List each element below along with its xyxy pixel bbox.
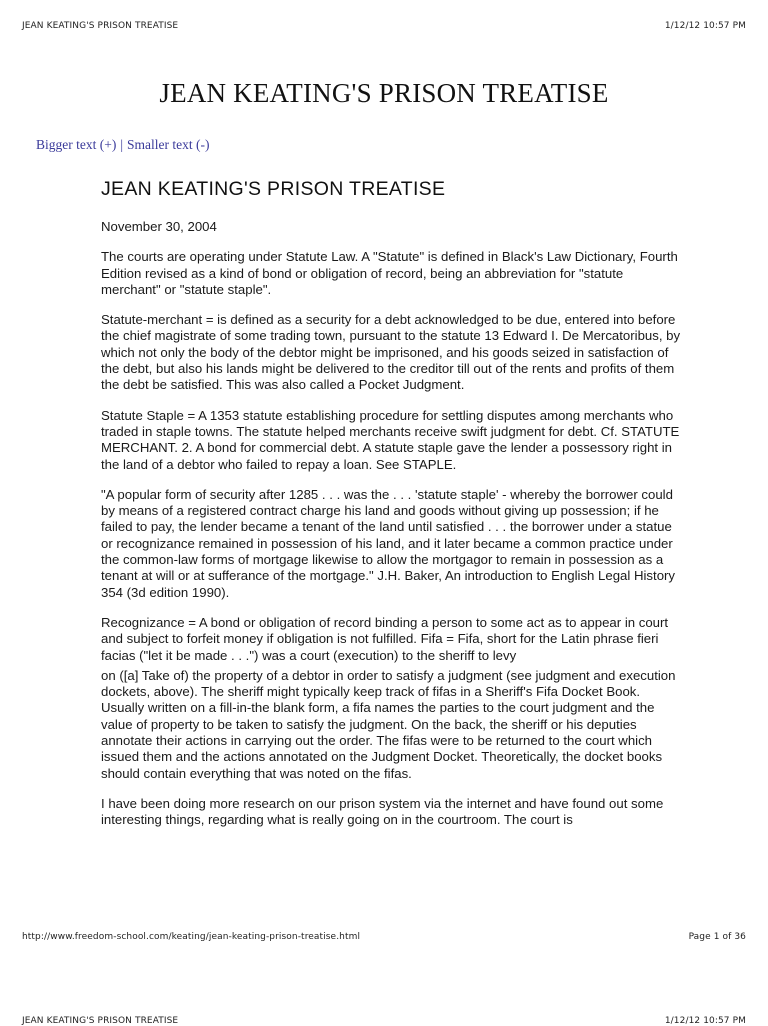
article-content <box>101 178 681 843</box>
smaller-text-link[interactable]: Smaller text (-) <box>127 137 210 152</box>
paragraph-baker-quote: "A popular form of security after 1285 . . . was the . . . 'statute staple' - whereby the borrower could by means of a registered contract charge his land and goods without giving up possession; if he failed to pay, the lender became a tenant of the land until satisfied . . . the borrower under a statue or recognizance remained in possession of his land, and it later became a common practice under the common-law forms of mortgage likewise to allow the mortgagor to remain in possession as a tenant at will or at sufferance of the mortgage." J.H. Baker, An introduction to English Legal History 354 (3d edition 1990). <box>101 486 676 600</box>
paragraph-statute-staple: Statute Staple = A 1353 statute establishing procedure for settling disputes among merchants who traded in staple towns. The statute helped merchants receive swift judgment for debt. Cf. STATUTE MERCHANT. 2. A bond for commercial debt. A statute staple gave the lender a possessory right in the land of a debtor who failed to repay a loan. See STAPLE. <box>101 407 680 472</box>
paragraph-statute-law: The courts are operating under Statute Law. A "Statute" is defined in Black's Law Dictionary, Fourth Edition revised as a kind of bond or obligation of record, being an abbreviation for "statute merchant" or "statute staple". <box>101 249 678 297</box>
print-header-next-title: JEAN KEATING'S PRISON TREATISE <box>22 1016 179 1026</box>
article-date: November 30, 2004 <box>101 219 217 234</box>
print-header-next-page <box>22 1016 746 1026</box>
print-header <box>22 21 746 31</box>
print-header-title: JEAN KEATING'S PRISON TREATISE <box>22 21 179 31</box>
article-title: JEAN KEATING'S PRISON TREATISE <box>101 178 446 200</box>
print-footer-page: Page 1 of 36 <box>688 932 746 942</box>
paragraph-recognizance: Recognizance = A bond or obligation of record binding a person to some act as to appear in court and subject to forfeit money if obligation is not fulfilled. Fifa = Fifa, short for the Latin phrase fieri facias ("let it be made . . .") was a court (execution) to the sheriff to levy <box>101 614 669 663</box>
site-title: JEAN KEATING'S PRISON TREATISE <box>159 78 609 108</box>
print-header-timestamp: 1/12/12 10:57 PM <box>664 21 746 31</box>
text-size-separator: | <box>120 137 124 152</box>
paragraph-fifa-continued: on ([a] Take of) the property of a debtor in order to satisfy a judgment (see judgment and execution dockets, above). The sheriff might typically keep track of fifas in a Sheriff's Fifa Docket Book. Usually written on a fill-in-the blank form, a fifa names the parties to the court judgment and the value of property to be taken to satisfy the judgment. On the back, the sheriff or his deputies annotate their actions in carrying out the order. The fifas were to be returned to the court which issued them and the actions annotated on the Judgment Docket. Theoretically, the docket books should contain everything that was noted on the fifas. <box>101 667 676 781</box>
paragraph-prison-research: I have been doing more research on our prison system via the internet and have found out some interesting things, regarding what is really going on in the courtroom. The court is <box>101 795 664 828</box>
text-size-controls <box>36 137 210 153</box>
paragraph-statute-merchant: Statute-merchant = is defined as a security for a debt acknowledged to be due, entered into before the chief magistrate of some trading town, pursuant to the statute 13 Edward I. De Mercatoribus, by which not only the body of the debtor might be imprisoned, and his goods seized in satisfaction of the debt, but also his lands might be delivered to the creditor till out of the rents and profits of them the debt be satisfied. This was also called a Pocket Judgment. <box>101 312 681 393</box>
print-header-next-timestamp: 1/12/12 10:57 PM <box>664 1016 746 1026</box>
print-footer <box>22 932 746 942</box>
print-footer-url: http://www.freedom-school.com/keating/jean-keating-prison-treatise.html <box>22 932 361 942</box>
bigger-text-link[interactable]: Bigger text (+) <box>36 137 117 152</box>
